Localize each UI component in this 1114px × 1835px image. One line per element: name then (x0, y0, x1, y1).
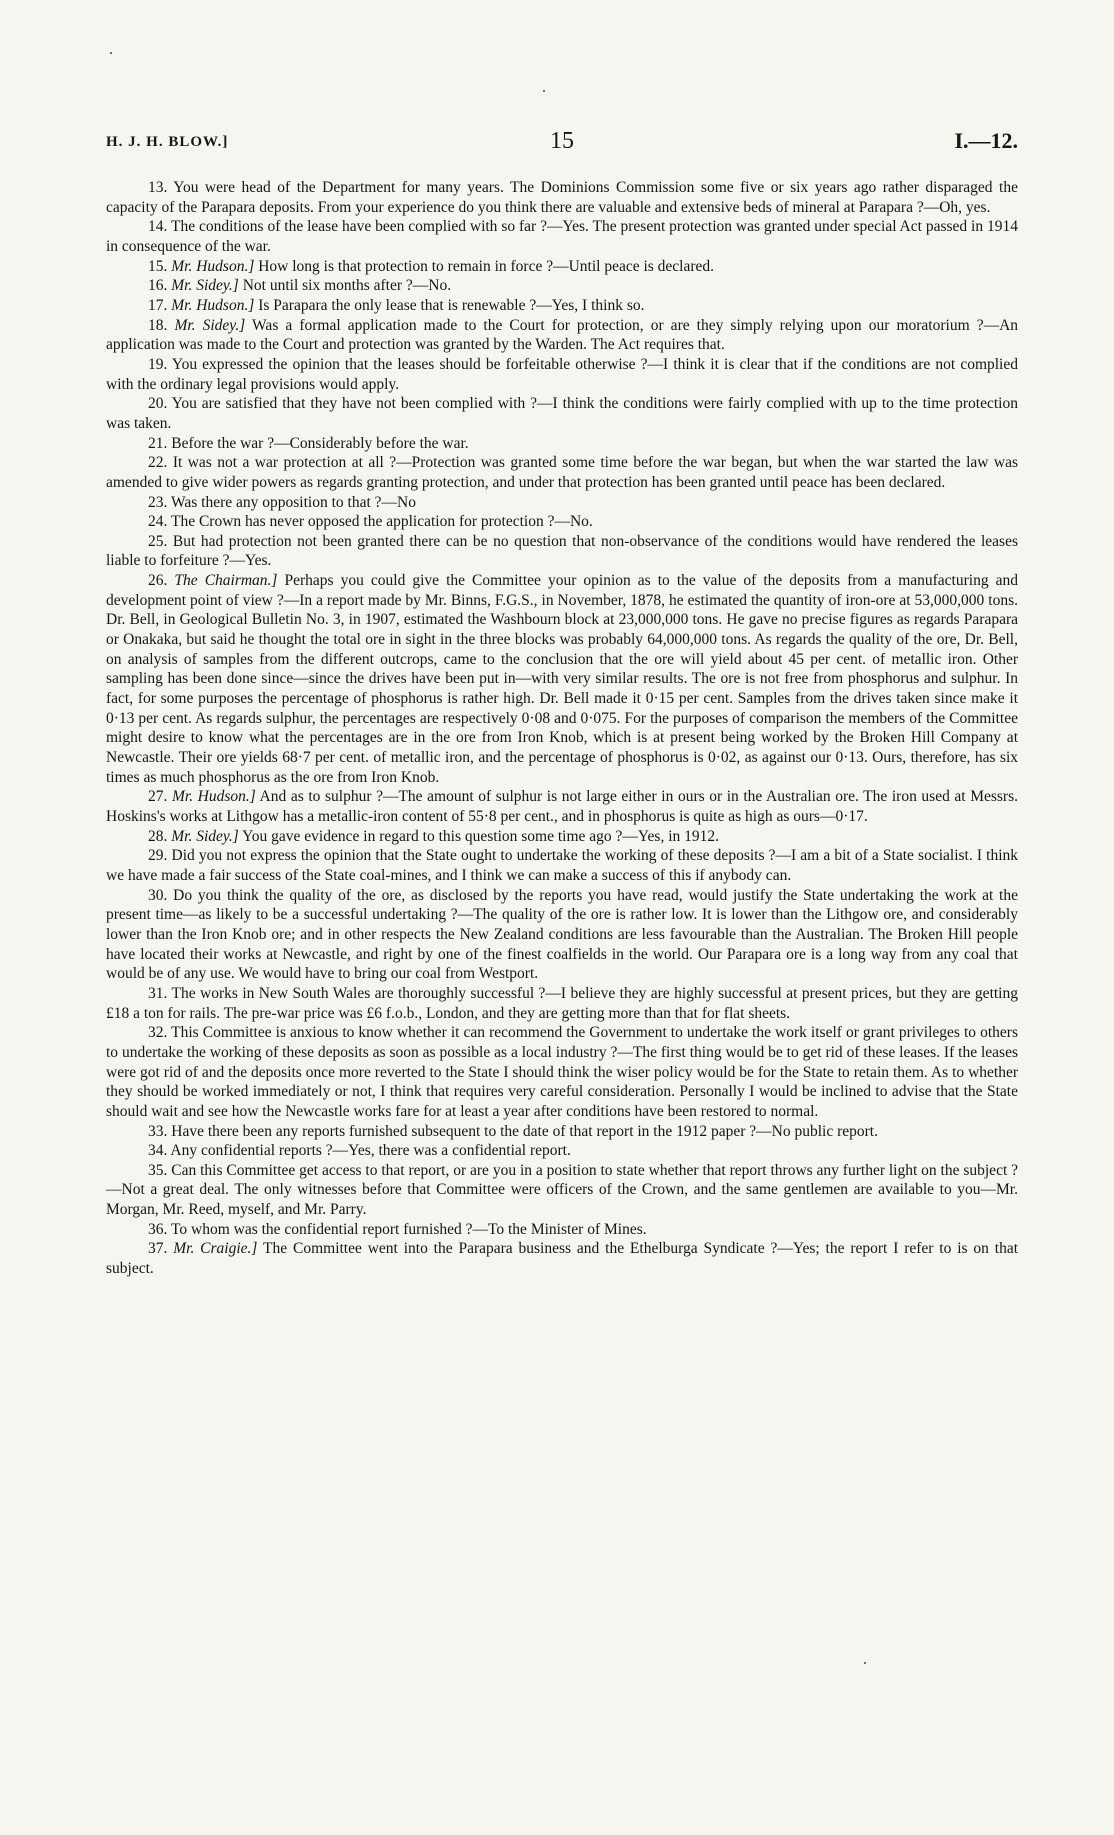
question-text: How long is that protection to remain in force ?—Until peace is declared. (258, 257, 715, 275)
question-paragraph (106, 886, 1018, 984)
question-text: Did you not express the opinion that the State ought to undertake the working of these deposits ?—I am a bit of a State socialist. I think we have made a fair success of the State coal-mines, and I think we can make a success of this if anybody can. (106, 847, 1018, 884)
question-text: The Crown has never opposed the application for protection ?—No. (170, 513, 593, 531)
question-text: Any confidential reports ?—Yes, there was a confidential report. (170, 1142, 571, 1160)
question-number: 23. (148, 493, 168, 511)
question-text: To whom was the confidential report furnished ?—To the Minister of Mines. (170, 1220, 647, 1238)
question-paragraph (106, 493, 1018, 513)
question-paragraph (106, 1161, 1018, 1220)
question-number: 30. (148, 886, 168, 904)
question-paragraph (106, 257, 1018, 277)
speaker-name: Mr. Hudson.] (171, 296, 255, 314)
question-paragraph (106, 1220, 1018, 1240)
question-number: 26. (148, 572, 168, 590)
question-text: The conditions of the lease have been complied with so far ?—Yes. The present protection was granted under special Act passed in 1914 in consequence of the war. (106, 218, 1018, 255)
question-text: Perhaps you could give the Committee your opinion as to the value of the deposits from a manufacturing and development point of view ?—In a report made by Mr. Binns, F.G.S., in November, 1878, he estimated the quantity of iron-ore at 53,000,000 tons. Dr. Bell, in Geological Bulletin No. 3, in 1907, estimated the Washbourn block at 23,000,000 tons. He gave no precise figures as regards Parapara or Onakaka, but said he thought the total ore in sight in the three blocks was probably 64,000,000 tons. As regards the quality of the ore, Dr. Bell, on analysis of samples from the different outcrops, came to the conclusion that the ore will yield about 45 per cent. of metallic iron. Other sampling has been done since—since the drives have been put in—with very similar results. The ore is not free from phosphorus and sulphur. In fact, for some purposes the percentage of phosphorus is rather high. Dr. Bell made it 0·15 per cent. Samples from the drives taken since make it 0·13 per cent. As regards sulphur, the percentages are respectively 0·08 and 0·075. For the purposes of comparison the members of the Committee might desire to know what the percentages are in the ore from Iron Knob, which is at present being worked by the Broken Hill Company at Newcastle. Their ore yields 68·7 per cent. of metallic iron, and the percentage of phosphorus is 0·02, as against our 0·13. Ours, therefore, has six times as much phosphorus as the ore from Iron Knob. (106, 572, 1018, 786)
question-text: Is Parapara the only lease that is renewable ?—Yes, I think so. (258, 296, 645, 314)
question-number: 19. (148, 355, 168, 373)
question-number: 37. (148, 1240, 168, 1258)
question-number: 17. (148, 296, 168, 314)
question-paragraph (106, 316, 1018, 355)
question-number: 32. (148, 1024, 168, 1042)
question-number: 28. (148, 827, 168, 845)
question-paragraph (106, 827, 1018, 847)
speaker-name: Mr. Sidey.] (174, 316, 246, 334)
page-number: 15 (550, 128, 574, 154)
question-number: 24. (148, 513, 168, 531)
question-text: You were head of the Department for many years. The Dominions Commission some five or six years ago rather disparaged the capacity of the Parapara deposits. From your experience do you think there are valuable and extensive beds of mineral at Parapara ?—Oh, yes. (106, 179, 1018, 216)
question-text: You gave evidence in regard to this question some time ago ?—Yes, in 1912. (242, 827, 720, 845)
question-paragraph (106, 1122, 1018, 1142)
question-number: 25. (148, 532, 168, 550)
question-paragraph (106, 178, 1018, 217)
page-header (106, 128, 1018, 160)
question-number: 33. (148, 1122, 168, 1140)
question-text: And as to sulphur ?—The amount of sulphur is not large either in ours or in the Australian ore. The iron used at Messrs. Hoskins's works at Lithgow has a metallic-iron content of 55·8 per cent., and in phosphorus is quite as high as ours—0·17. (106, 788, 1018, 825)
question-text: The works in New South Wales are thoroughly successful ?—I believe they are highly successful at present prices, but they are getting £18 a ton for rails. The pre-war price was £6 f.o.b., London, and they are getting more than that for flat sheets. (106, 984, 1018, 1022)
question-paragraph (106, 512, 1018, 532)
question-paragraph (106, 984, 1018, 1023)
question-text: Before the war ?—Considerably before the war. (171, 434, 469, 452)
question-number: 13. (148, 179, 168, 196)
witness-name: H. J. H. BLOW.] (106, 134, 229, 150)
question-text: You are satisfied that they have not been complied with ?—I think the conditions were fairly complied with up to the time protection was taken. (106, 395, 1018, 432)
question-text: Can this Committee get access to that report, or are you in a position to state whether that report throws any further light on the subject ?—Not a great deal. The only witnesses before that Committee were officers of the Crown, and the same gentlemen are available to you—Mr. Morgan, Mr. Reed, myself, and Mr. Parry. (106, 1161, 1019, 1219)
question-number: 16. (148, 277, 168, 295)
question-number: 31. (148, 984, 168, 1002)
question-paragraph (106, 571, 1018, 787)
question-number: 36. (148, 1220, 168, 1238)
question-paragraph (106, 1023, 1018, 1121)
question-number: 14. (148, 218, 168, 236)
question-paragraph (106, 1239, 1018, 1278)
scan-speck (864, 1662, 866, 1664)
question-paragraph (106, 532, 1018, 571)
question-number: 15. (148, 257, 168, 275)
question-text: It was not a war protection at all ?—Protection was granted some time before the war began, but when the war started the law was amended to give wider powers as regards granting protection, and under that protection has been granted until peace has been declared. (106, 454, 1018, 491)
question-text: But had protection not been granted there can be no question that non-observance of the conditions would have rendered the leases liable to forfeiture ?—Yes. (106, 532, 1018, 570)
speaker-name: Mr. Craigie.] (173, 1240, 258, 1258)
question-paragraph (106, 453, 1018, 492)
paper-reference: I.—12. (954, 128, 1018, 153)
question-number: 34. (148, 1142, 168, 1160)
question-text: This Committee is anxious to know whether it can recommend the Government to undertake the work itself or grant privileges to others to undertake the working of these deposits as soon as possible as a local industry ?—The first thing would be to get rid of these leases. If the leases were got rid of and the deposits once more reverted to the State I should think the wiser policy would be for the State to retain them. As to whether they should be worked immediately or not, I think that requires very careful consideration. Personally I would be inclined to advise that the State should wait and see how the Newcastle works fare for at least a year after conditions have been restored to normal. (106, 1024, 1018, 1120)
question-paragraph (106, 787, 1018, 826)
question-number: 18. (148, 316, 168, 334)
question-number: 21. (148, 434, 168, 452)
speaker-name: Mr. Sidey.] (171, 827, 239, 845)
speaker-name: The Chairman.] (174, 572, 278, 590)
question-number: 20. (148, 395, 168, 413)
question-text: Do you think the quality of the ore, as disclosed by the reports you have read, would justify the State undertaking the work at the present time—as likely to be a successful undertaking ?—The quality of the ore is rather low. It is lower than the Lithgow ore, and considerably lower than the Iron Knob ore; and in other respects the New Zealand conditions are less favourable than the Australian. The Broken Hill people have located their works at Newcastle, and right by one of the finest coalfields in the world. Our Parapara ore is a long way from any coal that would be of any use. We would have to bring our coal from Westport. (106, 886, 1018, 983)
scan-speck (110, 52, 112, 54)
question-text: Not until six months after ?—No. (242, 277, 452, 295)
speaker-name: Mr. Hudson.] (171, 257, 255, 275)
question-number: 22. (148, 454, 168, 472)
question-paragraph (106, 434, 1018, 454)
question-number: 35. (148, 1161, 168, 1179)
question-number: 27. (148, 788, 168, 806)
question-text: Have there been any reports furnished subsequent to the date of that report in the 1912 paper ?—No public report. (171, 1122, 878, 1140)
question-paragraph (106, 846, 1018, 885)
question-paragraph (106, 217, 1018, 256)
question-paragraph (106, 355, 1018, 394)
question-paragraph (106, 276, 1018, 296)
speaker-name: Mr. Sidey.] (171, 277, 239, 295)
document-body (106, 178, 1018, 1279)
question-text: Was there any opposition to that ?—No (170, 493, 416, 511)
question-paragraph (106, 296, 1018, 316)
question-text: You expressed the opinion that the leases should be forfeitable otherwise ?—I think it is clear that if the conditions are not complied with the ordinary legal provisions would apply. (106, 355, 1018, 393)
question-number: 29. (148, 847, 168, 865)
scan-speck (543, 90, 545, 92)
question-text: Was a formal application made to the Court for protection, or are they simply relying upon our moratorium ?—An application was made to the Court and protection was granted by the Warden. The Act requires that. (106, 316, 1019, 354)
speaker-name: Mr. Hudson.] (171, 788, 256, 806)
question-text: The Committee went into the Parapara business and the Ethelburga Syndicate ?—Yes; the report I refer to is on that subject. (106, 1240, 1019, 1278)
question-paragraph (106, 1141, 1018, 1161)
question-paragraph (106, 394, 1018, 433)
